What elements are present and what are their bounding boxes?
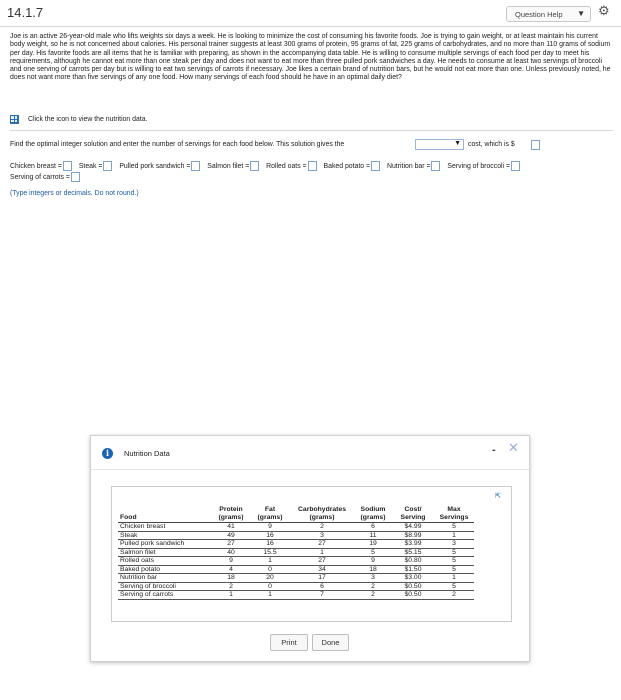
print-button[interactable]: Print	[270, 634, 308, 651]
broccoli-input[interactable]	[511, 161, 520, 171]
nutrition-table-container	[111, 486, 512, 622]
steak-input[interactable]	[103, 161, 112, 171]
chicken-label: Chicken breast =	[10, 163, 62, 170]
solution-prompt	[10, 139, 613, 151]
question-help-button[interactable]	[506, 6, 591, 22]
potato-label: Baked potato =	[323, 163, 371, 170]
table-row: Baked potato 4 0 34 18 $1.50 5	[118, 565, 474, 574]
data-table-icon[interactable]	[10, 115, 19, 124]
broccoli-label: Serving of broccoli =	[447, 163, 511, 170]
pork-input[interactable]	[191, 161, 200, 171]
done-button[interactable]: Done	[312, 634, 349, 651]
steak-label: Steak =	[78, 163, 103, 170]
table-header-row	[118, 506, 474, 523]
carrots-label: Serving of carrots =	[10, 174, 70, 181]
input-hint: (Type integers or decimals. Do not round.)	[10, 190, 139, 197]
nutrition-table	[118, 506, 474, 600]
question-header	[0, 0, 621, 27]
table-row: Pulled pork sandwich 27 16 27 19 $3.99 3	[118, 540, 474, 549]
question-number: 14.1.7	[7, 5, 44, 20]
find-text: Find the optimal integer solution and enter the number of servings for each food below. This solution gives the	[10, 141, 345, 148]
table-row: Salmon filet 40 15.5 1 5 $5.15 5	[118, 548, 474, 557]
salmon-label: Salmon filet =	[207, 163, 250, 170]
carrots-input[interactable]	[71, 172, 80, 182]
potato-input[interactable]	[371, 161, 380, 171]
select-arrow-icon: ▼	[454, 140, 461, 147]
dropdown-arrow-icon: ▼	[577, 9, 585, 18]
gear-icon[interactable]: ⚙	[598, 3, 610, 18]
cost-text: cost, which is $	[468, 141, 515, 148]
food-header: Food	[120, 514, 137, 521]
close-icon[interactable]: ✕	[508, 440, 519, 455]
bar-input[interactable]	[431, 161, 440, 171]
copy-table-icon[interactable]: ⇱	[495, 493, 501, 500]
table-row: Serving of carrots 1 1 7 2 $0.50 2	[118, 591, 474, 600]
problem-statement: Joe is an active 26-year-old male who lifts weights six days a week. He is looking to minimize the cost of consuming his favorite foods. Joe is trying to gain weight, or at least maintain his current body weight, so he is not concerned about calories. His personal trainer suggests at least 300 grams of protein, 95 grams of fat, 225 grams of carbohydrates, and no more than 110 grams of sodium per day. His favorite foods are all items that he is familiar with preparing, as shown in the accompanying data table. He is willing to consume multiple servings of each food per day to meet his requirements, although he cannot eat more than one steak per day and does not want to eat more than three pulled pork sandwiches a day. He needs to consume at least two servings of broccoli and one serving of carrots per day but is willing to eat two servings of carrots if necessary. Joe likes a certain brand of nutrition bars, but he would not eat more than one. Unless previously noted, he does not want more than five servings of any one food. How many servings of each food should he have in an optimal daily diet?	[10, 33, 611, 82]
minimize-button[interactable]: -	[492, 444, 496, 456]
chicken-input[interactable]	[63, 161, 72, 171]
protein-header: Protein (grams)	[218, 506, 244, 521]
table-row: Steak 49 16 3 11 $8.99 1	[118, 531, 474, 540]
servings-inputs	[10, 161, 613, 183]
nutrition-data-link-text: Click the icon to view the nutrition data.	[28, 116, 148, 123]
table-row: Rolled oats 9 1 27 9 $0.80 5	[118, 557, 474, 566]
dialog-title: Nutrition Data	[124, 449, 170, 458]
pork-label: Pulled pork sandwich =	[119, 163, 191, 170]
bar-label: Nutrition bar =	[387, 163, 431, 170]
table-row: Nutrition bar 18 20 17 3 $3.00 1	[118, 574, 474, 583]
question-help-label: Question Help	[515, 10, 563, 19]
nutrition-data-dialog	[90, 435, 530, 662]
cost-header: Cost/ Serving	[400, 506, 426, 521]
cost-type-select[interactable]	[415, 139, 464, 150]
carbs-header: Carbohydrates (grams)	[298, 506, 346, 521]
divider	[10, 130, 613, 131]
sodium-header: Sodium (grams)	[360, 506, 386, 521]
table-row: Serving of broccoli 2 0 6 2 $0.50 5	[118, 582, 474, 591]
oats-input[interactable]	[308, 161, 317, 171]
oats-label: Rolled oats =	[266, 163, 307, 170]
info-icon: i	[102, 448, 113, 459]
fat-header: Fat (grams)	[257, 506, 283, 521]
max-header: Max Servings	[439, 506, 469, 521]
cost-input[interactable]	[531, 140, 540, 150]
table-row: Chicken breast 41 9 2 6 $4.99 5	[118, 523, 474, 532]
dialog-header	[91, 436, 529, 470]
salmon-input[interactable]	[250, 161, 259, 171]
